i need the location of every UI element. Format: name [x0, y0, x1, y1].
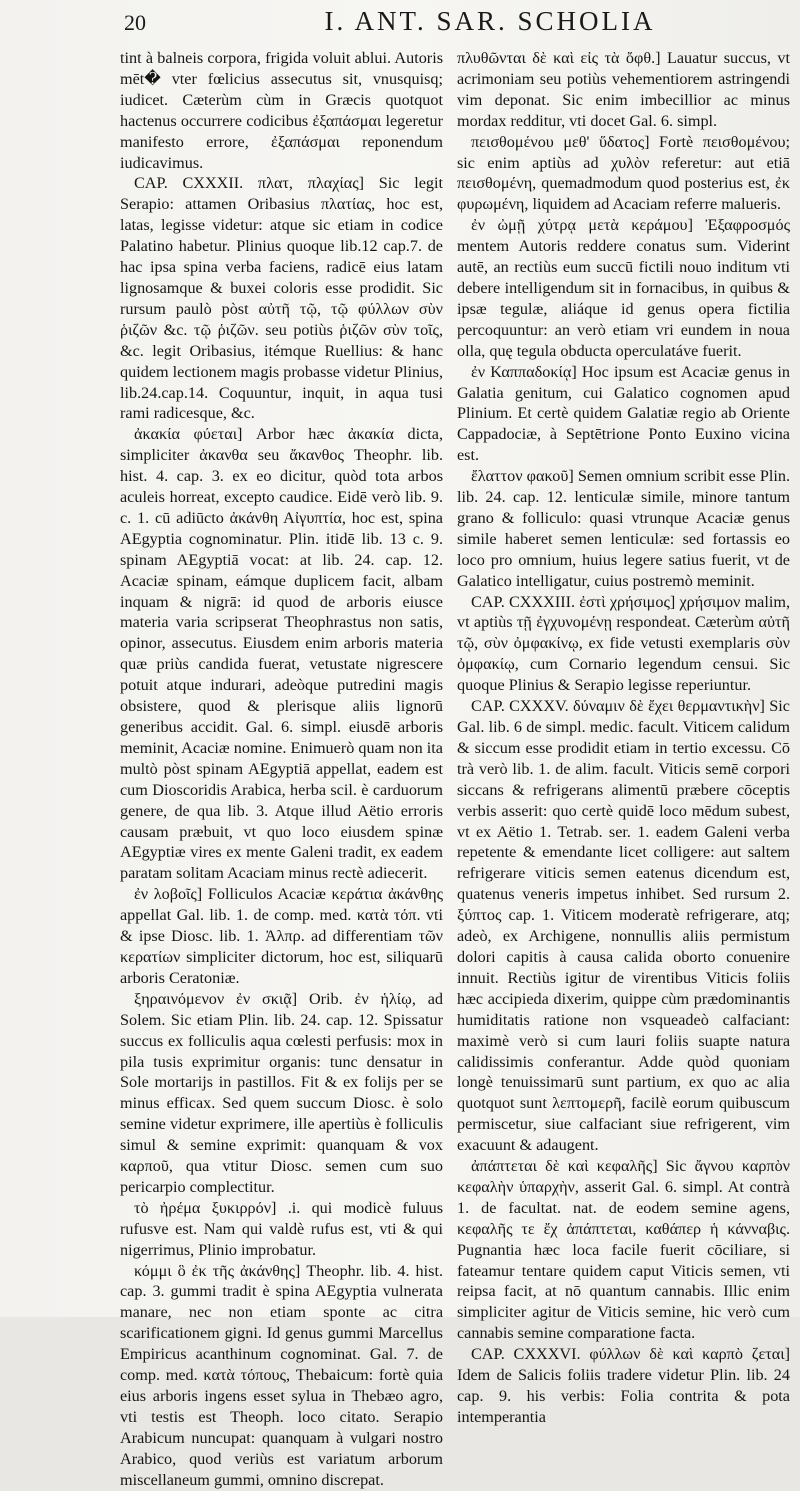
running-head	[124, 6, 786, 46]
paragraph: κόμμι ὃ ἐκ τῆς ἀκάνθης] Theophr. lib. 4. hist. cap. 3. gummi tradit è spina AEgyptia vulnerata manare, nec non etiam sponte ac citra scarificationem gigni. Id genus gummi Marcellus Empiricus acanthinum cognominat. Gal. 7. de comp. med. κατὰ τόπους, Thebaicum: fortè quia eius arboris ingens esset sylua in Thebæo agro, vti testis est Theoph. loco citato. Serapio Arabicum nuncupat: quanquam à vulgari nostro Arabico, quod veriùs est variatum arborum miscellaneum gummi, omnino discrepat.	[120, 1261, 443, 1489]
paragraph: πλυθῶνται δὲ καὶ εἰς τὰ ὄφθ.] Lauatur succus, vt acrimoniam seu potiùs vehementiorem astringendi vim deponat. Sic enim imbecillior ac minus mordax redditur, vti docet Gal. 6. simpl.	[457, 49, 790, 130]
left-column	[120, 48, 443, 1489]
paragraph: ἀπάπτεται δὲ καὶ κεφαλῆς] Sic ἄγνου καρπὸν κεφαλὴν ὑπαρχὴν, asserit Gal. 6. simpl. At contrà 1. de facultat. nat. de eodem semine agens, κεφαλῆς τε ἔχ ἀπάπτεται, καθάπερ ἡ κάνναβις. Pugnantia hæc loca facile fuerit cōciliare, si fateamur tentare quidem caput Viticis semen, vti reipsa facit, at nō quantum cannabis. Illic enim simpliciter agitur de Viticis semine, hic verò cum cannabis semine comparatione facta.	[457, 1157, 790, 1343]
running-title: I. ANT. SAR. SCHOLIA	[324, 6, 656, 36]
paragraph: ἐν Καππαδοκίᾳ] Hoc ipsum est Acaciæ genus in Galatia genitum, cui Galatico cognomen apud Plinium. Et certè quidem Galatiæ regio ab Oriente Cappadociæ, à Septētrione Ponto Euxino vicina est.	[457, 362, 790, 465]
paragraph: CAP. CXXXII. πλατ, πλαχίας] Sic legit Serapio: attamen Oribasius πλατίας, hoc est, latas, legisse videtur: atque sic etiam in codice Palatino habetur. Plinius quoque lib.12 cap.7. de hac ipsa spina verba faciens, radicē eius latam lignosamque & buxei coloris esse prodidit. Sic rursum paulò pòst αὐτῆ τῷ, τῷ φύλλων σὺν ῥιζῶν &c. τῷ ῥιζῶν. seu potiùs ῥιζῶν σὺν τοῖς, &c. legit Oribasius, itémque Ruellius: & hanc quidem lectionem magis probasse videtur Plinius, lib.24.cap.14. Coquuntur, inquit, in aqua tusi rami radicesque, &c.	[120, 174, 443, 423]
paragraph: tint à balneis corpora, frigida voluit ablui. Autoris mēt� vter fœlicius assecutus sit, vnusquisq; iudicet. Cæterùm cùm in Græcis quotquot hactenus occurrere codicibus ἐξαπάσμαι legeretur manifesto errore, ἐξαπάσμαι reponendum iudicavimus.	[120, 49, 443, 172]
paragraph: ἐν λοβοῖς] Folliculos Acaciæ κεράτια ἀκάνθης appellat Gal. lib. 1. de comp. med. κατὰ τόπ. vti & ipse Diosc. lib. 1. Ἀλπρ. ad differentiam τῶν κερατίων simpliciter dictorum, hoc est, siliquarū arboris Ceratoniæ.	[120, 885, 443, 987]
paragraph: τὸ ἠρέμα ξυκιρρόν] .i. qui modicè fuluus rufusve est. Nam qui valdè rufus est, vti & qui nigerrimus, Plinio improbatur.	[120, 1198, 443, 1259]
paragraph: ἀκακία φύεται] Arbor hæc ἀκακία dicta, simpliciter ἀκανθα seu ἄκανθος Theophr. lib. hist. 4. cap. 3. ex eo dicitur, quòd tota arbos aculeis horreat, excepto caudice. Eidē verò lib. 9. c. 1. cū adiūcto ἀκάνθη Αἰγυπτία, hoc est, spina AEgyptia cognominatur. Plin. itidē lib. 13 c. 9. spinam AEgyptiā vocat: at lib. 24. cap. 12. Acaciæ spinam, eámque duplicem facit, albam inquam & nigrā: id quod de arboris eiusce materia varia scripserat Theophrastus non satis, opinor, assecutus. Eiusdem enim arboris materia quæ priùs candida fuerat, vetustate nigrescere potuit atque indurari, adeòque putredini magis obsistere, quod & plerisque aliis lignorū generibus accidit. Gal. 6. simpl. eiusdē arboris meminit, Acaciæ nomine. Enimuerò quam non ita multò pòst spinam AEgyptiā appellat, eadem est cum Dioscoridis Arabica, herba scil. è carduorum genere, de qua lib. 3. Atque illud Aëtio erroris causam præbuit, vt quo loco eiusdem spinæ AEgyptiæ vires ex mente Galeni tradit, ex eadem paratam solitam Acaciam minus rectè adiecerit.	[120, 425, 443, 883]
right-column	[457, 48, 790, 1426]
paragraph: ξηραινόμενον ἐν σκιᾷ] Orib. ἐν ἡλίῳ, ad Solem. Sic etiam Plin. lib. 24. cap. 12. Spissatur succus ex folliculis aqua cœlesti perfusis: mox in pila tusis exprimitur organis: tunc densatur in Sole mortarijs in pastillos. Fit & ex folijs per se minus efficax. Sed quem succum Diosc. è solo semine videtur exprimere, ille apertiùs è folliculis simul & semine exprimit: quanquam & vox καρποῦ, qua vtitur Diosc. semen cum suo pericarpio complectitur.	[120, 989, 443, 1196]
paragraph: CAP. CXXXIII. ἐστὶ χρήσιμος] χρήσιμον malim, vt aptiùs τῇ ἐγχυνομένῃ respondeat. Cæterùm αὐτῆ τῷ, σὺν ὀμφακίνῳ, ex fide vetusti exemplaris σὺν ὀμφακίῳ, cum Cornario legendum censui. Sic quoque Plinius & Serapio legisse reperiuntur.	[457, 592, 790, 695]
paragraph: πεισθομένου μεθ' ὕδατος] Fortè πεισθομένου; sic enim aptiùs ad χυλὸν referetur: aut etiā πεισθομένη, quemadmodum quod posterius est, ἐκ φυρωμένη, liquidem ad Acaciam referre malueris.	[457, 132, 790, 214]
paragraph: CAP. CXXXV. δύναμιν δὲ ἔχει θερμαντικὴν] Sic Gal. lib. 6 de simpl. medic. facult. Viticem calidum & siccum esse prodidit etiam in tertio excessu. Cō trà verò lib. 1. de alim. facult. Viticis semē corpori siccans & refrigerans alimentū præbere cōceptis verbis asserit: quo certè quidē loco mēdum subest, vt ex Aëtio 1. Tetrab. ser. 1. eadem Galeni verba repetente & emendante licet colligere: aut saltem refrigerare viticis semen eatenus dicendum est, quatenus veneris impetus inhibet. Sed rursum 2. ξύπτος cap. 1. Viticem moderatè refrigerare, atq; adeò, ex Archigene, nonnullis aliis permistum dolori capitis à causa calida oborto conuenire innuit. Rectiùs igitur de virentibus Viticis foliis hæc accipieda dixerim, quippe cùm prædominantis humiditatis ratione non vsqueadeò calfaciant: maximè verò si cum lauri foliis suapte natura calidissimis conferantur. Adde quòd quoniam longè tenuissimarū sunt partium, ex quo ac alia quotquot sunt λεπτομερῆ, facilè eorum quibuscum permiscetur, siue calfaciant siue refrigerent, vim exacuunt & adaugent.	[457, 697, 790, 1155]
paragraph: ἐν ὠμῇ χύτρᾳ μετὰ κεράμου] Ἐξαφροσμός mentem Autoris reddere conatus sum. Viderint autē, an rectiùs eum succū fictili nouo inditum vti debere intelligendum sit in fornacibus, in quibus & ipsæ tegulæ, aliáque id genus opera fictilia percoquuntur: an verò etiam vri eundem in noua olla, quę tegula obducta operculatáve fuerit.	[457, 216, 790, 360]
paragraph: CAP. CXXXVI. φύλλων δὲ καὶ καρπὸ ζεται] Idem de Salicis foliis tradere videtur Plin. lib. 24 cap. 9. his verbis: Folia contrita & pota intemperantia	[457, 1345, 790, 1426]
paragraph: ἔλαττον φακοῦ] Semen omnium scribit esse Plin. lib. 24. cap. 12. lenticulæ simile, minore tantum grano & folliculo: quasi vtrunque Acaciæ genus simile haberet semen lenticulæ: sed fortassis eo loco pro omnium, huius legere satius fuerit, vt de Galatico intelligatur, cuius postremò meminit.	[457, 467, 790, 590]
page-number: 20	[124, 10, 146, 35]
